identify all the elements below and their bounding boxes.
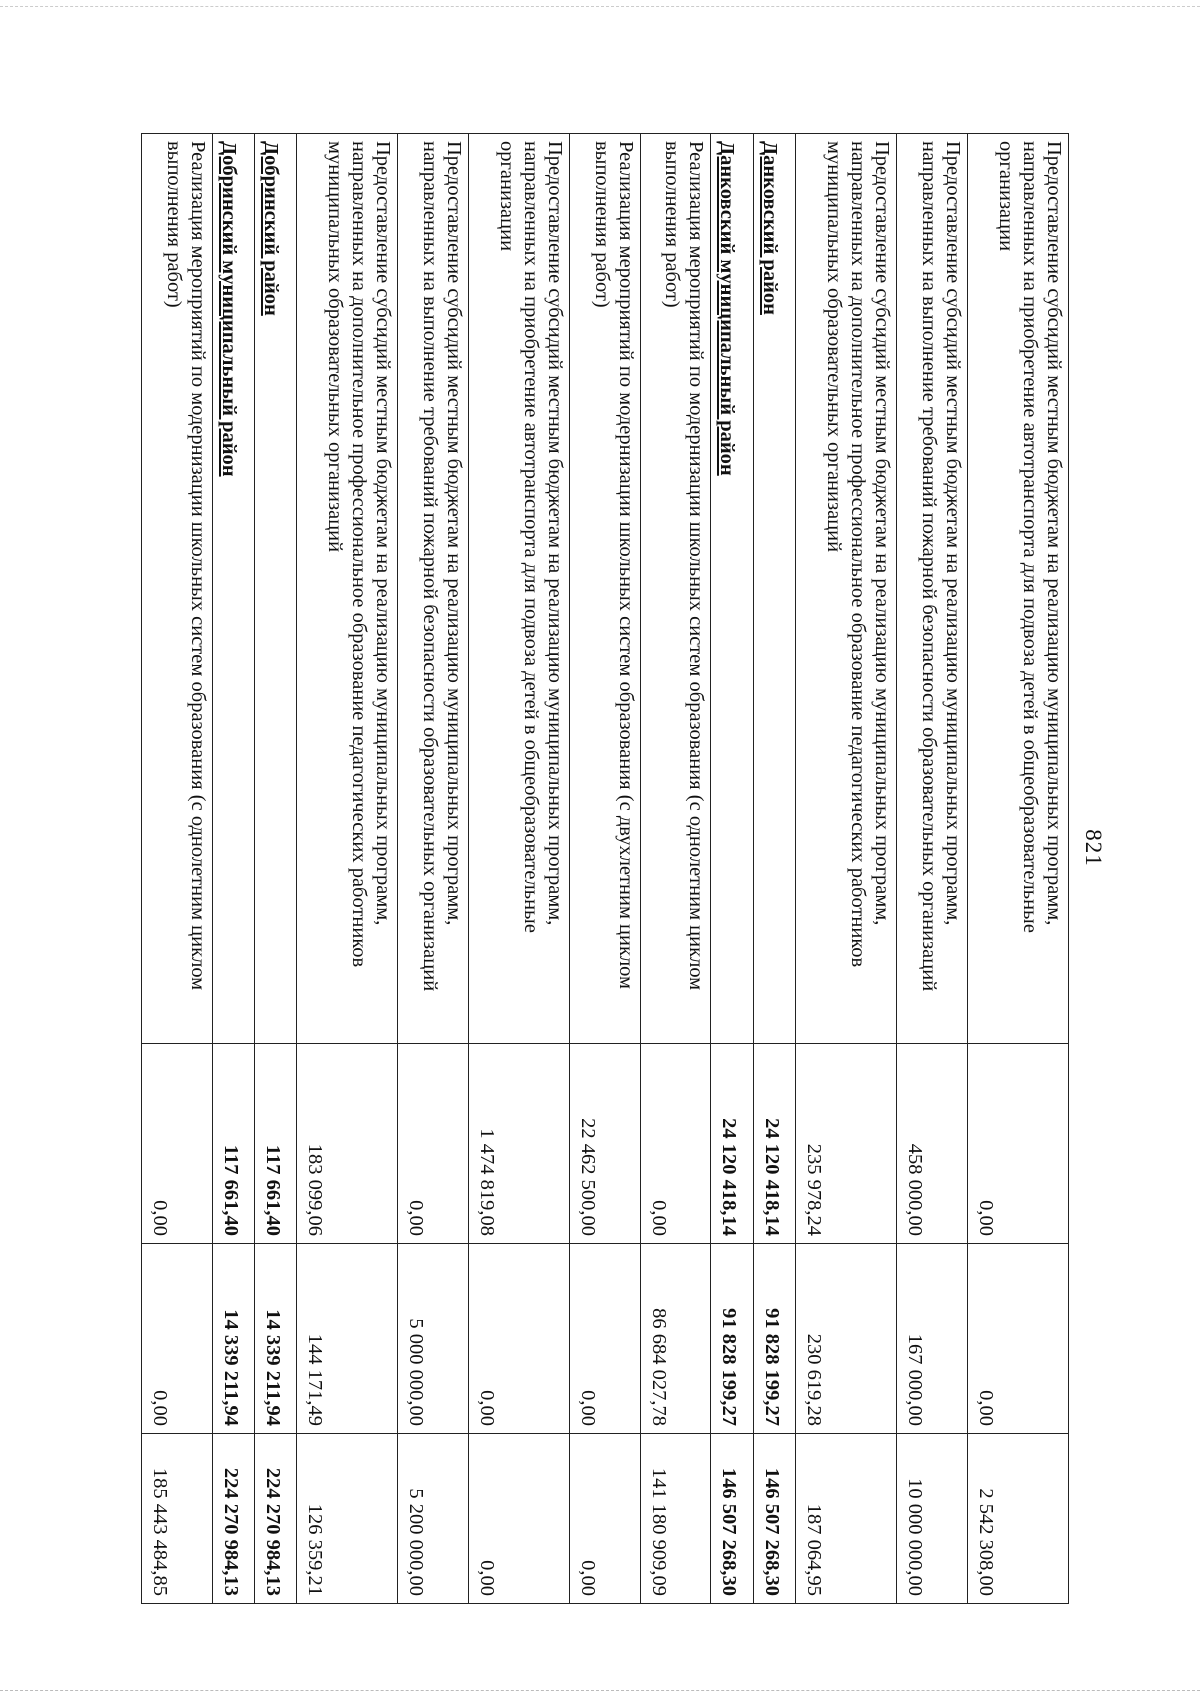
row-name: Добринский район	[254, 134, 296, 1044]
row-value-3: 0,00	[570, 1434, 641, 1604]
row-value-2: 86 684 027,78	[640, 1244, 711, 1434]
row-value-1: 24 120 418,14	[711, 1044, 753, 1244]
budget-table-container	[141, 133, 1069, 1603]
table-row	[795, 134, 896, 1604]
row-value-2: 0,00	[967, 1244, 1068, 1434]
row-name: Предоставление субсидий местным бюджетам на реализацию муниципальных программ, направленных на дополнительное профессиональное образование педагогических работников муниципальных образовательных организаций	[297, 134, 398, 1044]
row-value-3: 187 064,95	[795, 1434, 896, 1604]
row-name: Предоставление субсидий местным бюджетам на реализацию муниципальных программ, направленных на выполнение требований пожарной безопасности образовательных организаций	[897, 134, 968, 1044]
row-value-2: 230 619,28	[795, 1244, 896, 1434]
row-value-3: 146 507 268,30	[753, 1434, 795, 1604]
row-value-3: 224 270 984,13	[254, 1434, 296, 1604]
row-name: Реализация мероприятий по модернизации школьных систем образования (с однолетним циклом выполнения работ)	[142, 134, 213, 1044]
row-value-3: 10 000 000,00	[897, 1434, 968, 1604]
row-name: Предоставление субсидий местным бюджетам на реализацию муниципальных программ, направленных на приобретение автотранспорта для подвоза детей в общеобразовательные организации	[967, 134, 1068, 1044]
row-value-3: 185 443 484,85	[142, 1434, 213, 1604]
row-value-2: 14 339 211,94	[254, 1244, 296, 1434]
table-row	[967, 134, 1068, 1604]
row-value-3: 141 180 909,09	[640, 1434, 711, 1604]
row-value-1: 0,00	[640, 1044, 711, 1244]
row-value-1: 1 474 819,08	[468, 1044, 569, 1244]
row-name: Предоставление субсидий местным бюджетам на реализацию муниципальных программ, направленных на приобретение автотранспорта для подвоза детей в общеобразовательные организации	[468, 134, 569, 1044]
page-number: 821	[1081, 829, 1106, 867]
row-name: Реализация мероприятий по модернизации школьных систем образования (с однолетним циклом выполнения работ)	[640, 134, 711, 1044]
row-value-1: 235 978,24	[795, 1044, 896, 1244]
table-row-region-total	[254, 134, 296, 1604]
row-value-1: 0,00	[142, 1044, 213, 1244]
row-name: Предоставление субсидий местным бюджетам на реализацию муниципальных программ, направленных на выполнение требований пожарной безопасности образовательных организаций	[398, 134, 469, 1044]
row-value-1: 183 099,06	[297, 1044, 398, 1244]
row-value-1: 24 120 418,14	[753, 1044, 795, 1244]
row-value-2: 0,00	[468, 1244, 569, 1434]
row-value-1: 0,00	[967, 1044, 1068, 1244]
row-value-3: 0,00	[468, 1434, 569, 1604]
table-row-region-total	[753, 134, 795, 1604]
row-name: Данковский район	[753, 134, 795, 1044]
scan-bottom-edge	[0, 1688, 1200, 1691]
row-value-2: 5 000 000,00	[398, 1244, 469, 1434]
row-value-2: 0,00	[142, 1244, 213, 1434]
table-row	[297, 134, 398, 1604]
row-value-2: 167 000,00	[897, 1244, 968, 1434]
row-value-2: 91 828 199,27	[753, 1244, 795, 1434]
row-value-2: 91 828 199,27	[711, 1244, 753, 1434]
row-value-2: 144 171,49	[297, 1244, 398, 1434]
row-name: Реализация мероприятий по модернизации школьных систем образования (с двухлетним циклом выполнения работ)	[570, 134, 641, 1044]
table-row	[897, 134, 968, 1604]
table-row-municipal-total	[212, 134, 254, 1604]
table-row	[570, 134, 641, 1604]
table-row	[398, 134, 469, 1604]
row-value-3: 2 542 308,00	[967, 1434, 1068, 1604]
row-value-3: 146 507 268,30	[711, 1434, 753, 1604]
row-value-1: 117 661,40	[212, 1044, 254, 1244]
row-value-1: 22 462 500,00	[570, 1044, 641, 1244]
row-value-1: 458 000,00	[897, 1044, 968, 1244]
row-value-3: 224 270 984,13	[212, 1434, 254, 1604]
table-row	[640, 134, 711, 1604]
row-name: Данковский муниципальный район	[711, 134, 753, 1044]
table-row	[142, 134, 213, 1604]
table-row-municipal-total	[711, 134, 753, 1604]
budget-table	[141, 133, 1069, 1604]
row-value-1: 0,00	[398, 1044, 469, 1244]
table-row	[468, 134, 569, 1604]
row-value-3: 126 359,21	[297, 1434, 398, 1604]
row-name: Добринский муниципальный район	[212, 134, 254, 1044]
row-name: Предоставление субсидий местным бюджетам на реализацию муниципальных программ, направленных на дополнительное профессиональное образование педагогических работников муниципальных образовательных организаций	[795, 134, 896, 1044]
row-value-3: 5 200 000,00	[398, 1434, 469, 1604]
row-value-2: 0,00	[570, 1244, 641, 1434]
row-value-2: 14 339 211,94	[212, 1244, 254, 1434]
row-value-1: 117 661,40	[254, 1044, 296, 1244]
scan-top-edge	[0, 6, 1200, 9]
